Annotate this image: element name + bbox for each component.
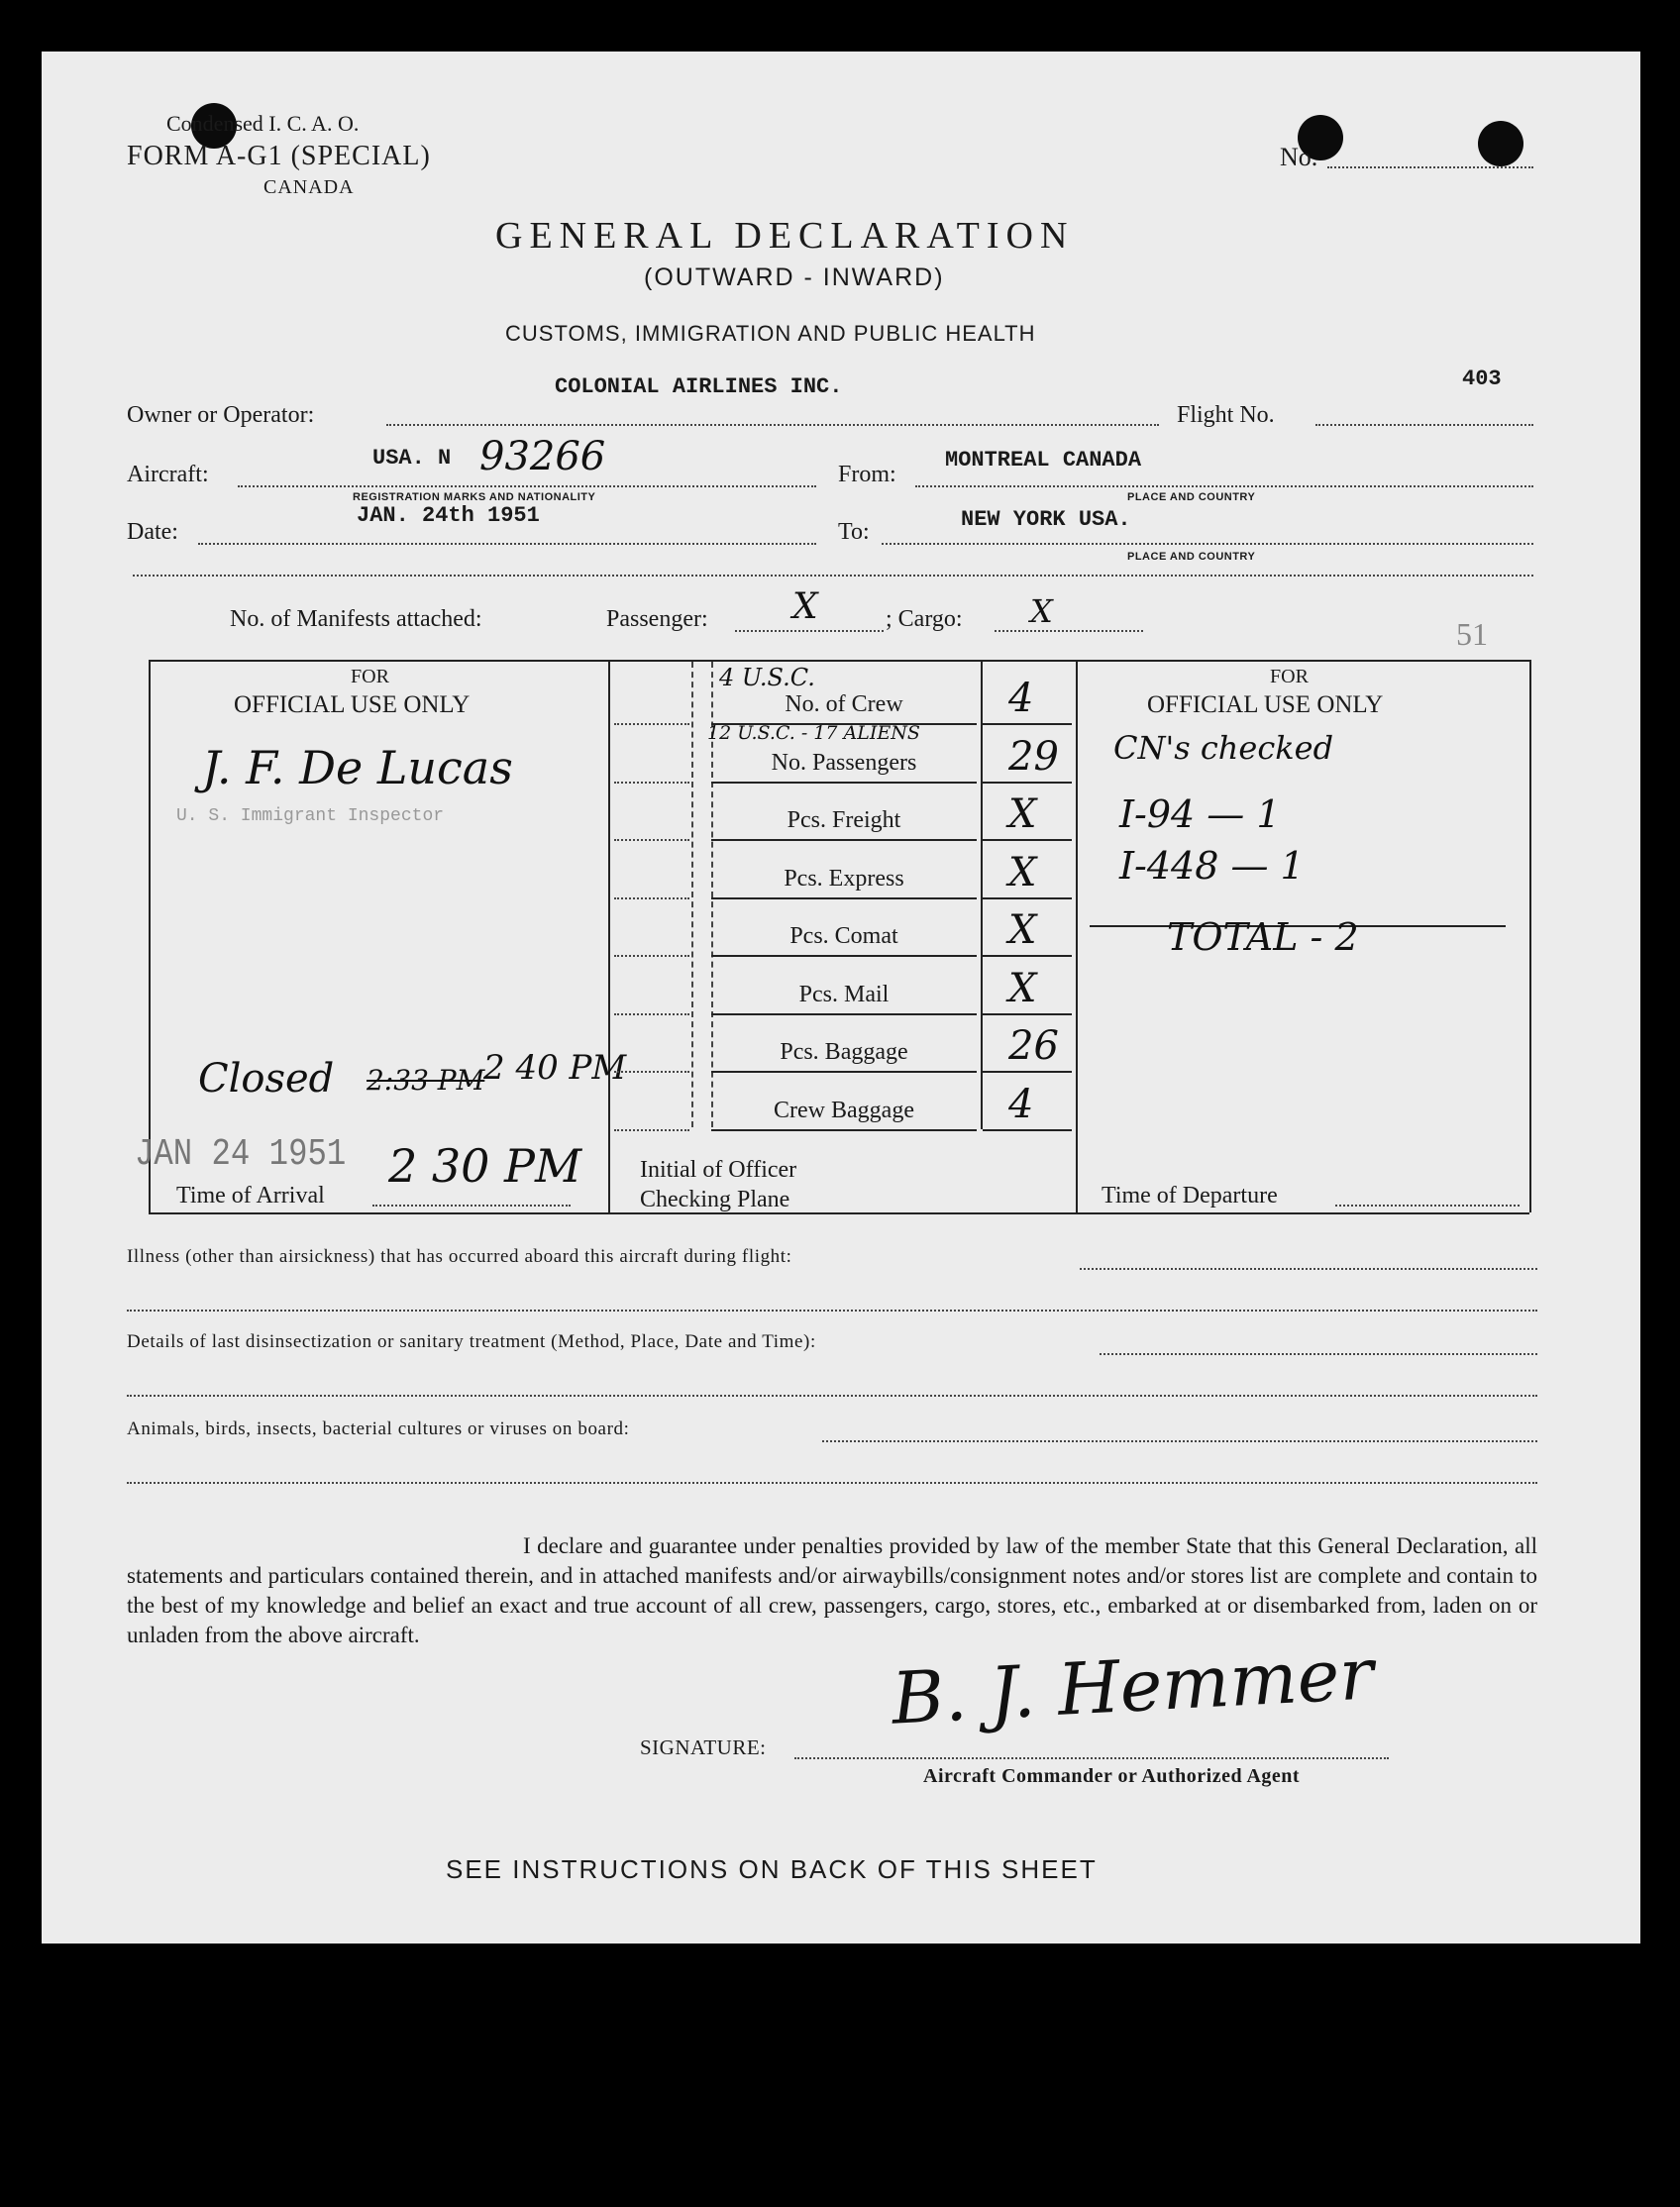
crew-row-label: No. of Crew xyxy=(785,691,903,717)
crew-row-left-rule xyxy=(614,1129,689,1131)
departure-line xyxy=(1335,1205,1520,1207)
aircraft-caption: REGISTRATION MARKS AND NATIONALITY xyxy=(353,491,596,503)
crew-row-left-rule xyxy=(614,782,689,784)
aircraft-line xyxy=(238,485,816,487)
crew-row-value: X xyxy=(1008,849,1037,895)
crew-row-rule xyxy=(711,1013,977,1015)
table-divider-2 xyxy=(981,660,983,1129)
left-for-label: FOR xyxy=(351,666,389,687)
from-line xyxy=(915,485,1533,487)
crew-row-label: Crew Baggage xyxy=(774,1097,914,1123)
initial-officer-label: Initial of Officer Checking Plane xyxy=(640,1157,797,1212)
page-subtitle: (OUTWARD - INWARD) xyxy=(644,263,945,291)
disinsect-line-2 xyxy=(127,1395,1537,1397)
crew-row-value-rule xyxy=(983,955,1072,957)
arrival-date-stamp: JAN 24 1951 xyxy=(135,1133,347,1176)
page-number: 51 xyxy=(1456,616,1488,652)
table-divider-3 xyxy=(1076,660,1078,1212)
closed-note: Closed xyxy=(198,1056,335,1102)
illness-line-2 xyxy=(127,1310,1537,1312)
date-value: JAN. 24th 1951 xyxy=(357,503,540,528)
form-line-3: CANADA xyxy=(263,176,355,198)
table-right-border xyxy=(1529,660,1531,1212)
right-note: CN's checked xyxy=(1113,729,1334,767)
crew-row-value-rule xyxy=(983,897,1072,899)
animals-question: Animals, birds, insects, bacterial cultures or viruses on board: xyxy=(127,1419,630,1439)
to-caption: PLACE AND COUNTRY xyxy=(1127,551,1256,563)
crew-row-value: 26 xyxy=(1008,1023,1059,1069)
flight-number-value: 403 xyxy=(1462,367,1502,391)
crew-row-value: 29 xyxy=(1008,733,1059,780)
crew-row-rule xyxy=(711,897,977,899)
form-line-1: Condensed I. C. A. O. xyxy=(166,111,360,136)
left-official-use-heading: OFFICIAL USE ONLY xyxy=(234,691,471,718)
crew-row-value-rule xyxy=(983,1013,1072,1015)
illness-line-1 xyxy=(1080,1268,1537,1270)
date-label: Date: xyxy=(127,519,178,545)
crew-row-left-rule xyxy=(614,839,689,841)
passenger-manifest-line xyxy=(735,630,884,632)
right-official-use-heading: OFFICIAL USE ONLY xyxy=(1147,691,1384,718)
aircraft-value-handwritten: 93266 xyxy=(479,434,606,479)
crew-row-value-rule xyxy=(983,839,1072,841)
to-line xyxy=(882,543,1533,545)
declaration-text: I declare and guarantee under penalties provided by law of the member State that this General Declaration, all statements and particulars contained therein, and in attached manifests and/or airwaybills/consignment notes and/or stores list are complete and contain to the best of my knowledge and belief an exact and true account of all crew, passengers, cargo, stores, etc., embarked at or disembarked from, laden on or unladen from the above aircraft. xyxy=(127,1533,1537,1647)
passenger-manifest-label: Passenger: xyxy=(606,606,708,632)
owner-value: COLONIAL AIRLINES INC. xyxy=(555,374,843,399)
commander-signature: B. J. Hemmer xyxy=(890,1631,1376,1740)
inspector-title: U. S. Immigrant Inspector xyxy=(176,806,445,826)
to-value: NEW YORK USA. xyxy=(961,507,1131,532)
crew-row-rule xyxy=(711,955,977,957)
right-total: TOTAL - 2 xyxy=(1167,915,1359,959)
right-for-label: FOR xyxy=(1270,666,1309,687)
cargo-manifest-value: X xyxy=(1030,592,1053,630)
crew-row-value: X xyxy=(1008,907,1037,953)
crew-row-value: 4 xyxy=(1008,1081,1034,1127)
animals-line-2 xyxy=(127,1482,1537,1484)
page-title: GENERAL DECLARATION xyxy=(495,215,1075,257)
arrival-line xyxy=(372,1205,571,1207)
right-line-2: I-448 — 1 xyxy=(1119,844,1305,888)
crew-row-label: Pcs. Comat xyxy=(789,923,898,949)
crew-row-left-rule xyxy=(614,1013,689,1015)
passenger-manifest-value: X xyxy=(792,586,818,627)
signature-label: SIGNATURE: xyxy=(640,1735,767,1759)
crew-row-label: Pcs. Mail xyxy=(798,981,890,1007)
flight-label: Flight No. xyxy=(1177,402,1275,428)
from-label: From: xyxy=(838,462,896,487)
number-line xyxy=(1327,166,1533,168)
departure-label: Time of Departure xyxy=(1102,1183,1278,1209)
table-top-border xyxy=(149,660,1529,662)
arrival-time-value: 2 30 PM xyxy=(388,1139,582,1193)
closed-time-struck: 2:33 PM xyxy=(367,1064,485,1097)
animals-line-1 xyxy=(822,1440,1537,1442)
crew-row-value-rule xyxy=(983,723,1072,725)
crew-row-value: X xyxy=(1008,965,1037,1011)
crew-row-left-rule xyxy=(614,897,689,899)
crew-row-left-rule xyxy=(614,1071,689,1073)
crew-row-value: X xyxy=(1008,791,1037,837)
owner-label: Owner or Operator: xyxy=(127,402,315,428)
cargo-manifest-label: ; Cargo: xyxy=(886,606,963,632)
manifests-label: No. of Manifests attached: xyxy=(230,606,482,632)
date-line xyxy=(198,543,816,545)
punch-hole-right xyxy=(1478,121,1523,166)
crew-row-rule xyxy=(711,1071,977,1073)
table-divider-1 xyxy=(608,660,610,1212)
right-line-1: I-94 — 1 xyxy=(1119,792,1281,836)
flight-line xyxy=(1315,424,1533,426)
arrival-label: Time of Arrival xyxy=(176,1183,325,1209)
crew-row-label: Pcs. Baggage xyxy=(780,1039,908,1065)
section-divider xyxy=(133,575,1533,577)
illness-question: Illness (other than airsickness) that has occurred aboard this aircraft during flight: xyxy=(127,1246,792,1267)
form-line-2: FORM A-G1 (SPECIAL) xyxy=(127,141,431,171)
footer-instructions: SEE INSTRUCTIONS ON BACK OF THIS SHEET xyxy=(446,1854,1098,1884)
crew-row-left-rule xyxy=(614,955,689,957)
table-left-border xyxy=(149,660,151,1212)
crew-row-label: No. Passengers xyxy=(771,749,917,776)
signature-line xyxy=(794,1757,1389,1759)
owner-line xyxy=(386,424,1159,426)
authority-line: CUSTOMS, IMMIGRATION AND PUBLIC HEALTH xyxy=(505,321,1036,346)
to-label: To: xyxy=(838,519,870,545)
inspector-signature: J. F. De Lucas xyxy=(202,741,513,794)
aircraft-value-typed: USA. N xyxy=(372,446,452,471)
closed-time: 2 40 PM xyxy=(483,1048,627,1088)
crew-row-left-rule xyxy=(614,723,689,725)
from-caption: PLACE AND COUNTRY xyxy=(1127,491,1256,503)
aircraft-label: Aircraft: xyxy=(127,462,209,487)
crew-row-rule xyxy=(711,782,977,784)
crew-row-note: 4 U.S.C. xyxy=(719,664,815,691)
crew-row-note: 12 U.S.C. - 17 ALIENS xyxy=(707,721,920,744)
signer-role: Aircraft Commander or Authorized Agent xyxy=(923,1765,1301,1787)
number-label: No. xyxy=(1280,143,1318,171)
crew-row-rule xyxy=(711,1129,977,1131)
crew-row-value-rule xyxy=(983,1071,1072,1073)
crew-row-label: Pcs. Freight xyxy=(787,807,901,833)
crew-row-value: 4 xyxy=(1008,676,1034,721)
crew-row-rule xyxy=(711,839,977,841)
table-inner-dash-left xyxy=(691,662,693,1127)
disinsect-line-1 xyxy=(1100,1353,1537,1355)
cargo-manifest-line xyxy=(995,630,1143,632)
crew-row-label: Pcs. Express xyxy=(784,865,904,892)
from-value: MONTREAL CANADA xyxy=(945,448,1142,473)
crew-row-value-rule xyxy=(983,1129,1072,1131)
crew-row-value-rule xyxy=(983,782,1072,784)
disinsect-question: Details of last disinsectization or sanitary treatment (Method, Place, Date and Time): xyxy=(127,1331,816,1352)
